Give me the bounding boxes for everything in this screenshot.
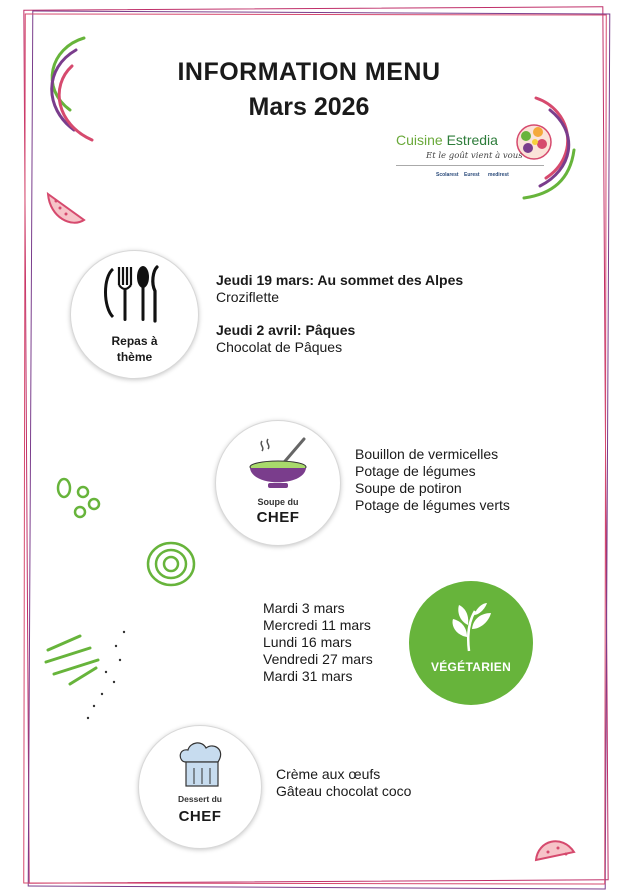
- list-item: Mercredi 11 mars: [263, 617, 371, 633]
- dessert-list: [276, 766, 411, 800]
- list-item: Gâteau chocolat coco: [276, 783, 412, 799]
- vegetarien-label: VÉGÉTARIEN: [430, 660, 512, 674]
- event-dish: Croziflette: [216, 289, 280, 305]
- page-title: INFORMATION MENU: [177, 58, 441, 86]
- peas-decoration-icon: [54, 474, 104, 520]
- dessert-chef-badge: [138, 725, 262, 849]
- list-item: Bouillon de vermicelles: [355, 446, 499, 462]
- event-dish: Chocolat de Pâques: [216, 339, 343, 355]
- soupe-chef-label-small: Soupe du: [257, 497, 299, 507]
- dessert-chef-label-big: CHEF: [178, 808, 222, 825]
- vegetarien-badge: [409, 581, 533, 705]
- event-date: Jeudi 2 avril: Pâques: [216, 322, 356, 338]
- partner-eurest: Eurest: [464, 172, 480, 178]
- partner-scolarest: Scolarest: [436, 172, 459, 178]
- logo-name: Cuisine Estredia: [396, 132, 498, 148]
- list-item: Potage de légumes verts: [355, 497, 510, 513]
- page-subtitle: Mars 2026: [248, 93, 370, 121]
- list-item: Crème aux œufs: [276, 766, 381, 782]
- repas-theme-badge: [70, 250, 199, 379]
- herbs-decoration-icon: [40, 620, 140, 730]
- list-item: Mardi 3 mars: [263, 600, 345, 616]
- partner-medirest: medirest: [488, 172, 509, 178]
- watermelon-slice-icon: [44, 188, 90, 226]
- vegetarien-dates: [263, 600, 373, 685]
- repas-theme-events: [216, 272, 463, 356]
- dessert-chef-label-small: Dessert du: [178, 794, 222, 804]
- cutlery-icon: [99, 263, 169, 325]
- soupe-chef-label-big: CHEF: [256, 509, 300, 526]
- watermelon-slice-icon: [532, 830, 578, 866]
- logo-divider: [396, 165, 544, 166]
- chef-hat-icon: [176, 742, 226, 790]
- list-item: Soupe de potiron: [355, 480, 462, 496]
- repas-theme-label: Repas à thème: [111, 334, 158, 364]
- cuisine-estredia-logo: [396, 118, 556, 190]
- list-item: Potage de légumes: [355, 463, 476, 479]
- logo-tagline: Et le goût vient à vous: [426, 151, 523, 161]
- soupe-chef-badge: [215, 420, 341, 546]
- soup-bowl-icon: [246, 437, 310, 497]
- spiral-decoration-icon: [145, 540, 197, 588]
- list-item: Mardi 31 mars: [263, 668, 353, 684]
- list-item: Vendredi 27 mars: [263, 651, 373, 667]
- event-date: Jeudi 19 mars: Au sommet des Alpes: [216, 272, 464, 288]
- soupe-list: [355, 446, 510, 514]
- leaves-icon: [447, 599, 495, 653]
- list-item: Lundi 16 mars: [263, 634, 352, 650]
